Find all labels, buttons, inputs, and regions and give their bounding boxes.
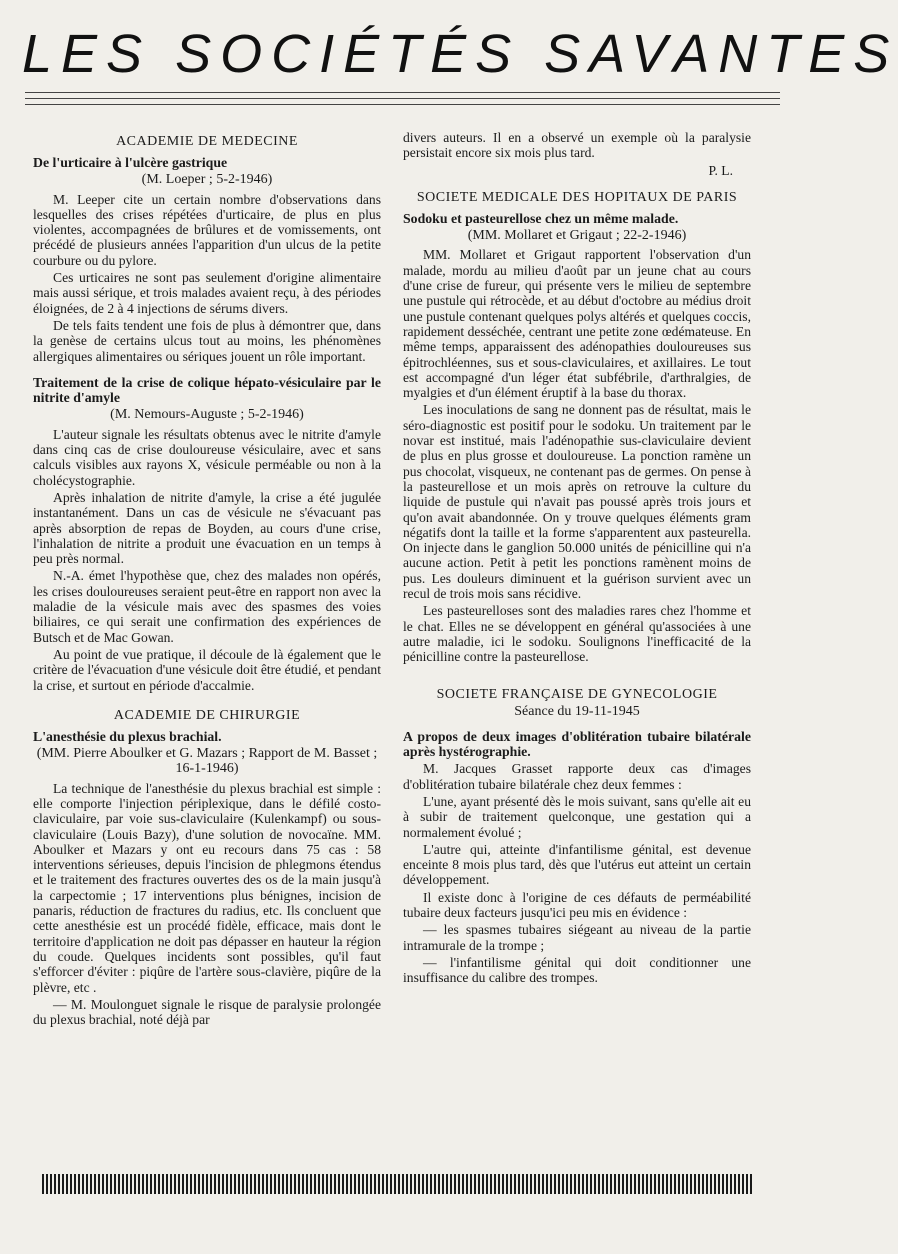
article-paragraph: Au point de vue pratique, il découle de là également que le critère de l'évacuation d'une vésicule doit être étudié, et pendant la crise, et surtout en période d'accalmie.	[33, 646, 381, 693]
article-paragraph: Après inhalation de nitrite d'amyle, la crise a été jugulée instantanément. Dans un cas de vésicule ne s'évacuant pas après absorption de repas de Boyden, au cours d'une crise, l'inhalation de nitrite a produit une évacuation en un temps à peu près normal.	[33, 489, 381, 567]
right-column	[403, 130, 751, 988]
article-author-mollaret: (MM. Mollaret et Grigaut ; 22-2-1946)	[467, 228, 687, 244]
section-heading-academie-medecine: ACADEMIE DE MEDECINE	[116, 134, 298, 149]
article-title-anesthesie: L'anesthésie du plexus brachial.	[33, 728, 222, 744]
article-paragraph: Les inoculations de sang ne donnent pas de résultat, mais le séro-diagnostic est positif pour le sodoku. Un traitement par le novar est institué, mais l'adénopathie sus-claviculaire devient de plus en plus grosse et douloureuse. La ponction ramène un pus chocolat, visqueux, ne contenant pas de germes. On pense à la pasteurellose et un mois après on retrouve la culture du liquide de pustule qui n'avait pas poussé après trois jours et qu'on avait abandonnée. On y trouve quelques éléments gram négatifs dont la taille et la forme s'apparentent aux pasteurella. On injecte dans le ganglion 50.000 unités de pénicilline qui n'a aucune action. Petit à petit les ponctions ramènent moins de pus. Les douleurs diminuent et la guérison survient avec un recul de trois mois sans récidive.	[403, 402, 751, 602]
article-paragraph: L'une, ayant présenté dès le mois suivant, sans qu'elle ait eu à subir de traitement quelconque, une gestation qui a normalement évolué ;	[403, 793, 751, 840]
article-title-urticaire: De l'urticaire à l'ulcère gastrique	[33, 155, 228, 170]
footer-barcode	[42, 1174, 752, 1194]
article-paragraph: Ces urticaires ne sont pas seulement d'origine alimentaire mais aussi sérique, et trois malades avaient reçu, à des périodes éloignées, de 2 à 4 injections de sérums divers.	[33, 270, 381, 316]
article-author-nemours: (M. Nemours-Auguste ; 5-2-1946)	[110, 407, 304, 423]
header-rule-top	[25, 92, 780, 93]
header-rule-middle	[25, 98, 780, 99]
article-paragraph: Les pasteurelloses sont des maladies rares chez l'homme et le chat. Elles ne se développent en général qu'associées à une autre maladie, ici le sodoku. Soulignons l'inefficacité de la pénicilline contre la pasteurellose.	[403, 603, 751, 665]
article-paragraph: — les spasmes tubaires siégeant au niveau de la partie intramurale de la trompe ;	[403, 922, 751, 953]
section-heading-gynecologie: SOCIETE FRANÇAISE DE GYNECOLOGIE	[436, 686, 718, 702]
article-author-loeper: (M. Loeper ; 5-2-1946)	[141, 172, 273, 188]
article-title-sodoku: Sodoku et pasteurellose chez un même malade.	[403, 210, 679, 226]
article-author-aboulker: (MM. Pierre Aboulker et G. Mazars ; Rapport de M. Basset ; 16-1-1946)	[36, 746, 378, 777]
article-paragraph: M. Leeper cite un certain nombre d'observations dans lesquelles des crises répétées d'urticaire, de plus en plus violentes, accompagnées de brûlures et de vomissements, ont précédé de plusieurs années l'apparition d'un ulcus de la petite courbure ou du pylore.	[33, 191, 381, 268]
article-signature: P. L.	[708, 162, 733, 178]
article-paragraph: De tels faits tendent une fois de plus à démontrer que, dans la genèse de certains ulcus tout au moins, les phénomènes allergiques alimentaires ou sériques jouent un rôle important.	[33, 317, 381, 364]
article-paragraph: L'auteur signale les résultats obtenus avec le nitrite d'amyle dans cinq cas de crise douloureuse vésiculaire, avec et sans calculs visibles aux rayons X, vésicule perméable ou non à la cholécystographie.	[33, 426, 381, 488]
article-paragraph: — M. Moulonguet signale le risque de paralysie prolongée du plexus brachial, noté déjà par	[33, 996, 381, 1028]
article-title-oblitération: A propos de deux images d'oblitération tubaire bilatérale après hystérographie.	[403, 728, 751, 760]
article-paragraph: Il existe donc à l'origine de ces défauts de perméabilité tubaire deux facteurs jusqu'ici peu mis en évidence :	[403, 889, 751, 921]
article-paragraph: L'autre qui, atteinte d'infantilisme génital, est devenue enceinte 8 mois plus tard, dès que l'utérus eut atteint un certain développement.	[403, 841, 751, 888]
article-paragraph-continued: divers auteurs. Il en a observé un exemple où la paralysie persistait encore six mois plus tard.	[403, 130, 751, 161]
section-heading-hopitaux: SOCIETE MEDICALE DES HOPITAUX DE PARIS	[416, 189, 738, 205]
article-paragraph: M. Jacques Grasset rapporte deux cas d'images d'oblitération tubaire bilatérale chez deux femmes :	[403, 761, 751, 792]
article-paragraph: MM. Mollaret et Grigaut rapportent l'observation d'un malade, mordu au milieu d'août par un jeune chat au cours d'une crise de fureur, qui présente vers le milieu de septembre une pustule qui rétrocède, et au début d'octobre au médius droit une pustule contenant quelques polys altérés et quelques coccis, rapidement desséchée, centrant une petite zone œdémateuse. En même temps, apparaissent des adénopathies douloureuses sus épitrochléennes, sus et sous-claviculaires, et axillaires. Le tout est accompagné d'un léger état subfébrile, d'arthralgies, de myalgies et d'un élément éruptif à la base du thorax.	[403, 247, 751, 401]
article-paragraph: — l'infantilisme génital qui doit conditionner une insuffisance du calibre des trompes.	[403, 954, 751, 986]
header-rule-bottom	[25, 104, 780, 105]
left-column	[33, 130, 381, 1029]
page-title: LES SOCIÉTÉS SAVANTES	[22, 24, 898, 84]
article-paragraph: La technique de l'anesthésie du plexus brachial est simple : elle comporte l'injection périplexique, dans le défilé costo-claviculaire, par voie sus-claviculaire (Kulenkampf) ou sous-claviculaire (Louis Bazy), d'une solution de novocaïne. MM. Aboulker et Mazars y ont eu recours dans 75 cas : 58 interventions sérieuses, depuis l'incision de phlegmons étendus et le traitement des fractures ouvertes des os de la main jusqu'à la carpectomie ; 17 interventions plus bénignes, incision de panaris, réduction de fractures du radius, etc. Ils concluent que cette anesthésie est un procédé fidèle, efficace, mais dont le territoire d'application ne doit pas dépasser en hauteur la région du coude. Quelques incidents sont possibles, qu'il faut s'efforcer d'éviter : piqûre de l'artère sous-clavière, piqûre de la plèvre, etc .	[33, 780, 381, 995]
article-paragraph: N.-A. émet l'hypothèse que, chez des malades non opérés, les crises douloureuses seraient peut-être en rapport non avec la maladie de la vésicule mais avec des spasmes des voies biliaires, ce qui serait une confirmation des expériences de Butsch et de Mac Gowan.	[33, 568, 381, 645]
section-heading-academie-chirurgie: ACADEMIE DE CHIRURGIE	[113, 707, 301, 723]
section-date-gynecologie: Séance du 19-11-1945	[514, 703, 640, 719]
article-title-colique: Traitement de la crise de colique hépato-vésiculaire par le nitrite d'amyle	[33, 374, 381, 406]
